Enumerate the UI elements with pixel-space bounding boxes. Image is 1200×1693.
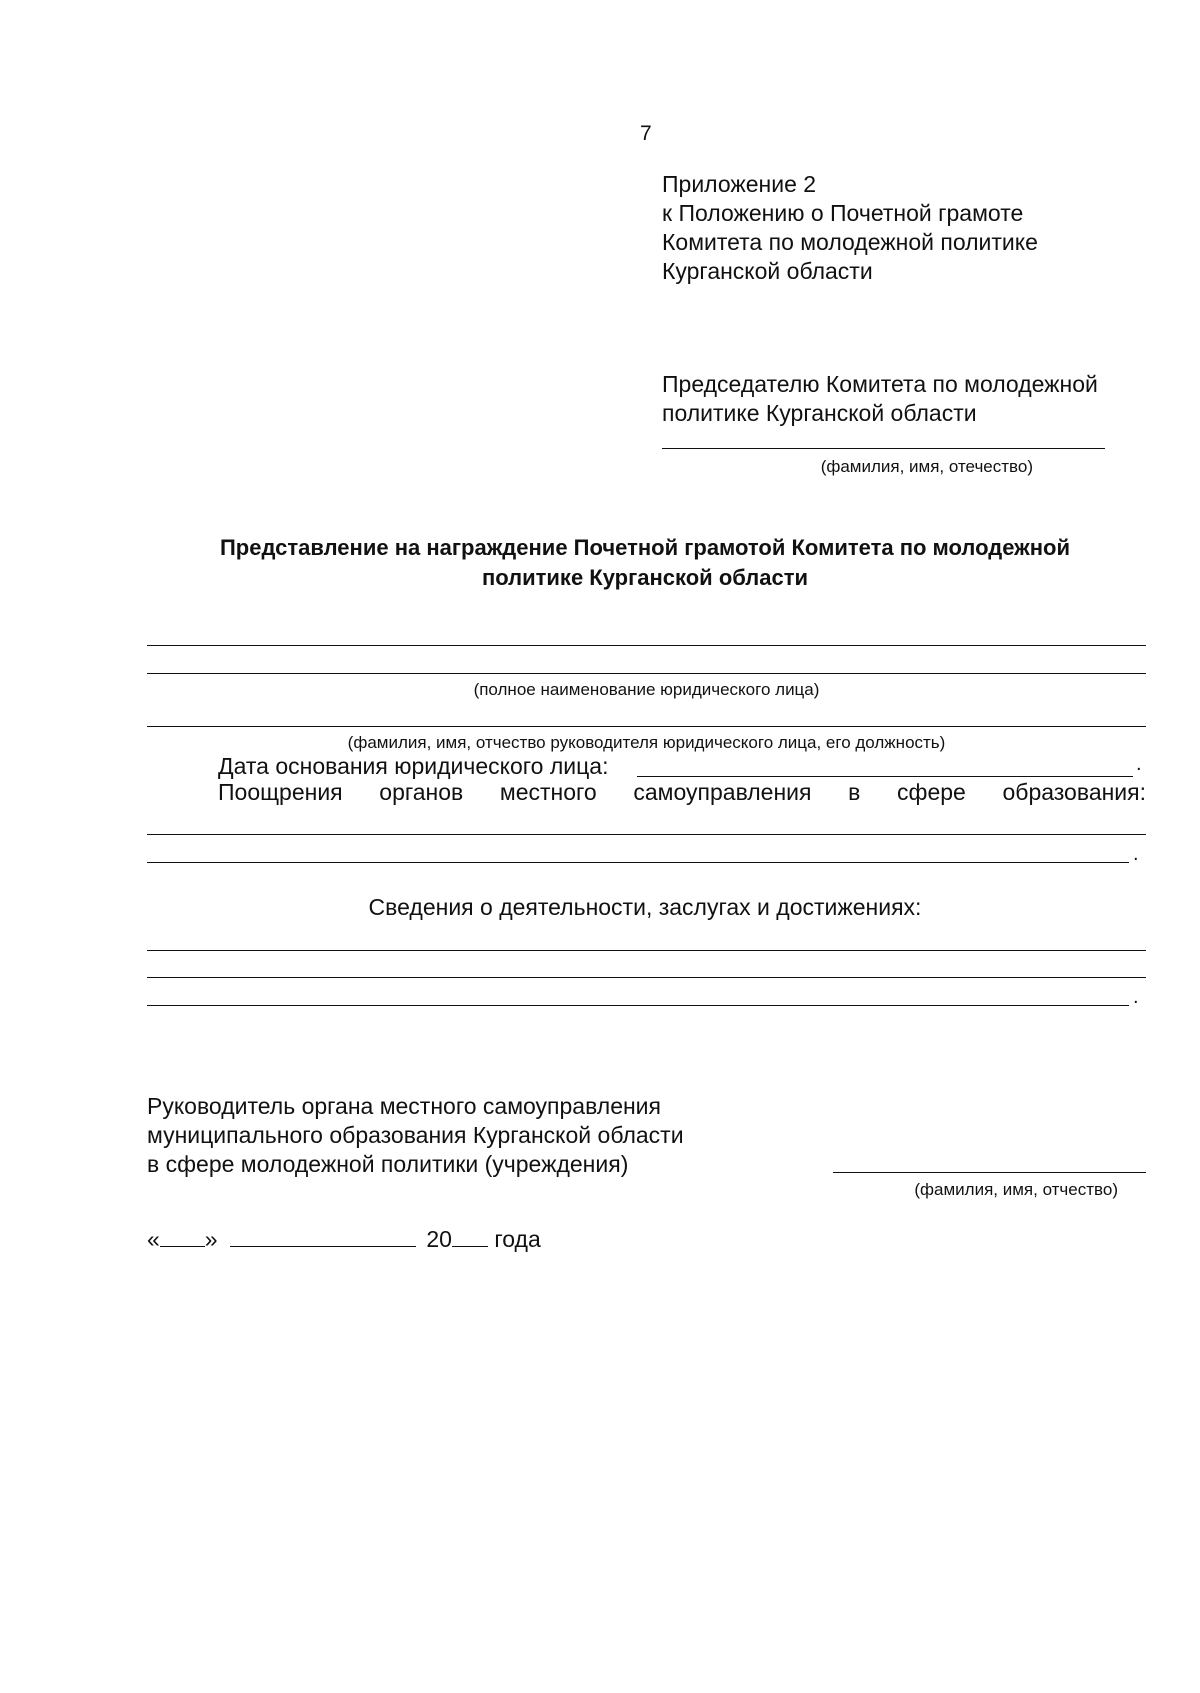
awards-word: в xyxy=(848,779,861,805)
awards-word: самоуправления xyxy=(633,779,812,805)
day-open-quote: « xyxy=(147,1226,160,1252)
founding-date-period: . xyxy=(1136,753,1142,775)
awards-field-line-2[interactable] xyxy=(147,862,1129,863)
day-field[interactable] xyxy=(160,1226,205,1247)
org-name-field-line-2[interactable] xyxy=(147,673,1146,674)
signer-line-2: муниципального образования Курганской области xyxy=(147,1122,684,1148)
page-number: 7 xyxy=(640,122,652,145)
addressee-name-field[interactable] xyxy=(662,448,1105,449)
activity-period: . xyxy=(1133,986,1139,1008)
title-line-2: политике Курганской области xyxy=(481,565,809,590)
addressee-name-caption xyxy=(662,457,1105,477)
activity-field-line-3[interactable] xyxy=(147,1005,1129,1006)
signer-line-1: Руководитель органа местного самоуправления xyxy=(147,1093,661,1119)
year-suffix: года xyxy=(494,1226,541,1252)
year-field[interactable] xyxy=(452,1226,488,1247)
year-prefix: 20 xyxy=(426,1226,452,1252)
signer-caption-text: (фамилия, имя, отчество) xyxy=(914,1180,1118,1199)
awards-word: Поощрения xyxy=(218,779,343,805)
addressee-block xyxy=(662,370,1098,428)
awards-word: образования: xyxy=(1002,779,1146,805)
appendix-line-4: Курганской области xyxy=(662,258,873,284)
signer-block xyxy=(147,1092,684,1179)
appendix-block xyxy=(662,170,1038,286)
activity-heading: Сведения о деятельности, заслугах и достижениях: xyxy=(368,894,922,920)
org-name-field-line-1[interactable] xyxy=(147,645,1146,646)
month-field[interactable] xyxy=(230,1226,416,1247)
activity-field-line-1[interactable] xyxy=(147,950,1146,951)
head-name-field[interactable] xyxy=(147,726,1146,727)
awards-period: . xyxy=(1133,843,1139,865)
founding-date-field[interactable] xyxy=(637,776,1133,777)
signer-name-caption xyxy=(833,1180,1146,1200)
addressee-line-1: Председателю Комитета по молодежной xyxy=(662,371,1098,397)
document-title xyxy=(150,533,1140,593)
addressee-line-2: политике Курганской области xyxy=(662,400,977,426)
awards-word: местного xyxy=(499,779,597,805)
title-line-1: Представление на награждение Почетной грамотой Комитета по молодежной xyxy=(219,535,1071,560)
signer-line-3: в сфере молодежной политики (учреждения) xyxy=(147,1151,629,1177)
appendix-line-3: Комитета по молодежной политике xyxy=(662,229,1038,255)
awards-label xyxy=(218,778,1146,806)
awards-word: органов xyxy=(379,779,464,805)
appendix-line-1: Приложение 2 xyxy=(662,171,817,197)
awards-word: сфере xyxy=(897,779,966,805)
addressee-caption-text: (фамилия, имя, отечество) xyxy=(820,457,1033,476)
head-name-caption: (фамилия, имя, отчество руководителя юридического лица, его должность) xyxy=(347,733,946,752)
founding-date-label: Дата основания юридического лица: xyxy=(218,753,609,779)
appendix-line-2: к Положению о Почетной грамоте xyxy=(662,200,1024,226)
org-name-caption: (полное наименование юридического лица) xyxy=(473,680,820,699)
date-line xyxy=(147,1225,541,1253)
signer-name-field[interactable] xyxy=(833,1172,1146,1173)
day-close-quote: » xyxy=(204,1226,218,1252)
awards-field-line-1[interactable] xyxy=(147,834,1146,835)
activity-field-line-2[interactable] xyxy=(147,977,1146,978)
